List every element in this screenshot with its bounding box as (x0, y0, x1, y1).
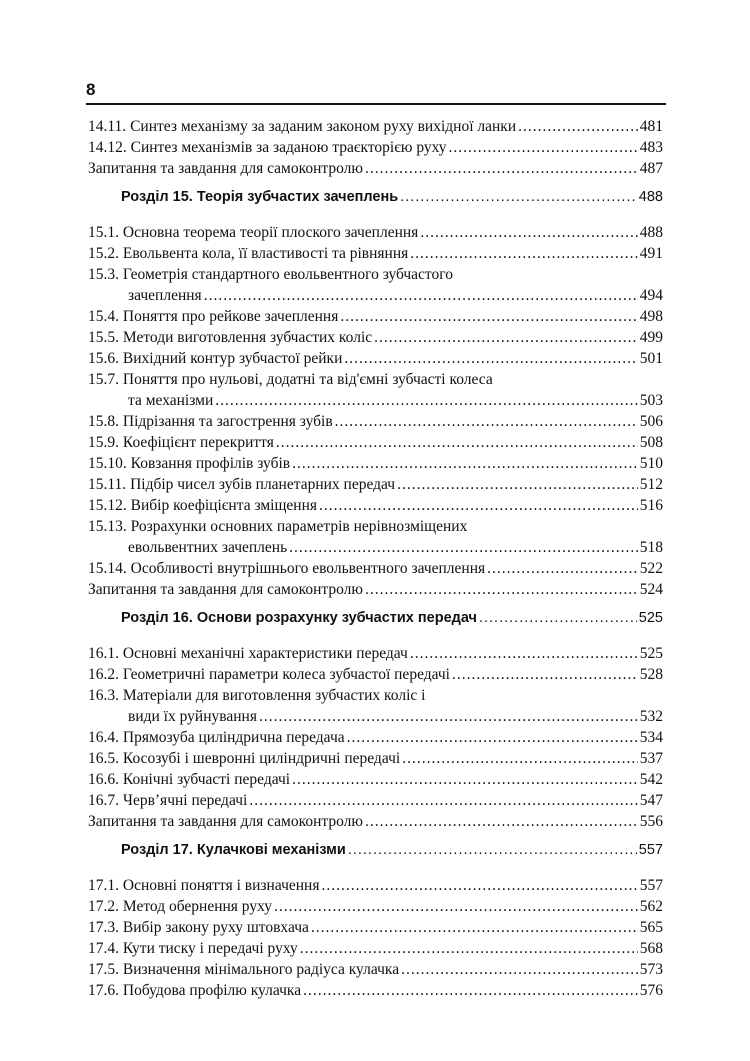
toc-entry (88, 245, 663, 266)
toc-entry (88, 308, 663, 329)
page-ref: 525 (639, 645, 663, 662)
section-number: 15.5. (88, 329, 119, 346)
page-ref: 518 (639, 539, 663, 556)
page-ref: 573 (639, 961, 663, 978)
toc-entry (88, 329, 663, 350)
toc-entry (88, 413, 663, 434)
page-ref: 557 (638, 842, 663, 858)
section-title: Основні механічні характеристики передач (122, 645, 408, 662)
page-ref: 576 (639, 982, 663, 999)
entry-title (88, 581, 363, 599)
entry-title (88, 118, 516, 136)
section-title: Методи виготовлення зубчастих коліс (122, 329, 373, 346)
entry-title (88, 476, 395, 494)
toc-entry (88, 476, 663, 497)
section-number: 16.5. (88, 750, 119, 767)
entry-title (88, 329, 372, 347)
section-title: Прямозуба циліндрична передача (122, 729, 345, 746)
section-title: Синтез механізму за заданим законом руху вихідної ланки (130, 118, 517, 135)
entry-title (88, 455, 290, 473)
section-number: 15.14. (88, 560, 127, 577)
entry-title (88, 245, 408, 263)
section-title: Геометричні параметри колеса зубчастої передачі (122, 666, 450, 683)
chapter-title (121, 842, 346, 858)
dot-leader (276, 434, 638, 452)
section-number: 14.12. (88, 139, 127, 156)
dot-leader (365, 581, 638, 599)
page-ref: 503 (639, 392, 663, 409)
page-ref: 510 (639, 455, 663, 472)
page-ref: 499 (639, 329, 663, 346)
page-ref: 498 (639, 308, 663, 325)
section-number: 17.6. (88, 982, 119, 999)
chapter-name: Кулачкові механізми (196, 842, 346, 858)
section-title: Запитання та завдання для самоконтролю (88, 160, 363, 177)
section-title: Поняття про рейкове зачеплення (122, 308, 339, 325)
section-number: 16.4. (88, 729, 119, 746)
chapter-name: Основи розрахунку зубчастих передач (196, 610, 477, 626)
dot-leader (410, 245, 637, 263)
section-title: Ковзання профілів зубів (130, 455, 291, 472)
section-number: 15.12. (88, 497, 127, 514)
dot-leader (303, 982, 638, 1000)
section-title-continued: та механізми (128, 392, 214, 409)
chapter-label: Розділ 15. (121, 189, 193, 205)
dot-leader (347, 729, 638, 747)
section-title: Підрізання та загострення зубів (122, 413, 333, 430)
page-ref: 501 (639, 350, 663, 367)
chapter-label: Розділ 17. (121, 842, 193, 858)
page-ref: 532 (639, 708, 663, 725)
entry-title (88, 266, 453, 284)
section-title: Запитання та завдання для самоконтролю (88, 813, 363, 830)
section-title: Евольвента кола, її властивості та рівняння (122, 245, 409, 262)
page-ref: 557 (639, 877, 663, 894)
section-title: Особливості внутрішнього евольвентного зачеплення (130, 560, 486, 577)
page-ref: 537 (639, 750, 663, 767)
page-ref: 488 (638, 189, 663, 205)
section-number: 15.11. (88, 476, 127, 493)
page-ref: 568 (639, 940, 663, 957)
toc-entry (88, 729, 663, 750)
section-number: 16.7. (88, 792, 119, 809)
toc-entry (88, 560, 663, 581)
section-number: 15.1. (88, 224, 119, 241)
section-title: Матеріали для виготовлення зубчастих коліс і (122, 687, 426, 704)
entry-title (88, 750, 400, 768)
toc-entry-continuation (88, 392, 663, 413)
toc-entry (88, 266, 663, 287)
dot-leader (518, 118, 638, 136)
dot-leader (335, 413, 638, 431)
section-title: Запитання та завдання для самоконтролю (88, 581, 363, 598)
page-ref: 508 (639, 434, 663, 451)
dot-leader (348, 842, 637, 858)
section-title: Основна теорема теорії плоского зачеплення (122, 224, 419, 241)
section-number: 15.3. (88, 266, 119, 283)
toc-entry (88, 518, 663, 539)
section-title: Вибір коефіцієнта зміщення (130, 497, 317, 514)
toc-entry (88, 350, 663, 371)
section-title-continued: види їх руйнування (128, 708, 257, 725)
dot-leader (479, 610, 637, 626)
entry-title (88, 518, 467, 536)
page-ref: 512 (639, 476, 663, 493)
section-title: Поняття про нульові, додатні та від'ємні зубчасті колеса (122, 371, 493, 388)
entry-title (88, 687, 425, 705)
section-number: 15.13. (88, 518, 127, 535)
section-title: Побудова профілю кулачка (122, 982, 302, 999)
page-ref: 528 (639, 666, 663, 683)
toc-entry (88, 160, 663, 181)
toc-entry (88, 961, 663, 982)
entry-title (88, 413, 333, 431)
dot-leader (402, 750, 638, 768)
dot-leader (289, 539, 638, 557)
chapter-title (121, 610, 477, 626)
section-number: 17.2. (88, 898, 119, 915)
entry-title (88, 139, 447, 157)
section-number: 16.3. (88, 687, 119, 704)
dot-leader (321, 877, 637, 895)
toc-entry (88, 666, 663, 687)
page-ref: 547 (639, 792, 663, 809)
section-title-continued: зачеплення (128, 287, 202, 304)
toc-entry (88, 982, 663, 1003)
entry-title (88, 919, 309, 937)
dot-leader (274, 898, 638, 916)
toc-entry (88, 118, 663, 139)
entry-title (88, 877, 319, 895)
toc-entry (88, 687, 663, 708)
dot-leader (340, 308, 637, 326)
section-number: 16.1. (88, 645, 119, 662)
entry-title (88, 645, 408, 663)
toc-entry-continuation (88, 287, 663, 308)
entry-title (88, 771, 290, 789)
section-title: Основні поняття і визначення (122, 877, 320, 894)
page-ref: 525 (638, 610, 663, 626)
page-ref: 542 (639, 771, 663, 788)
toc-chapter-heading (88, 189, 663, 210)
entry-title (88, 961, 399, 979)
dot-leader (292, 455, 638, 473)
dot-leader (204, 287, 638, 305)
toc-entry (88, 497, 663, 518)
toc-entry (88, 792, 663, 813)
toc-chapter-heading (88, 842, 663, 863)
dot-leader (319, 497, 638, 515)
dot-leader (397, 476, 638, 494)
entry-title (88, 729, 345, 747)
toc-entry (88, 371, 663, 392)
entry-title (88, 792, 247, 810)
entry-title (88, 497, 317, 515)
header-rule (86, 103, 666, 105)
section-number: 17.1. (88, 877, 119, 894)
section-title: Підбір чисел зубів планетарних передач (130, 476, 396, 493)
dot-leader (420, 224, 637, 242)
toc-entry (88, 877, 663, 898)
section-number: 15.4. (88, 308, 119, 325)
toc-entry-continuation (88, 708, 663, 729)
entry-title (88, 434, 274, 452)
entry-title (88, 813, 363, 831)
section-title: Конічні зубчасті передачі (122, 771, 291, 788)
section-number: 15.8. (88, 413, 119, 430)
section-title: Визначення мінімального радіуса кулачка (122, 961, 400, 978)
dot-leader (449, 139, 638, 157)
toc-entry (88, 771, 663, 792)
dot-leader (259, 708, 638, 726)
page-number: 8 (86, 80, 96, 99)
page-ref: 494 (639, 287, 663, 304)
section-number: 15.7. (88, 371, 119, 388)
dot-leader (410, 645, 638, 663)
entry-title (88, 666, 450, 684)
toc-entry (88, 581, 663, 602)
section-title: Метод обернення руху (122, 898, 273, 915)
chapter-label: Розділ 16. (121, 610, 193, 626)
dot-leader (452, 666, 638, 684)
section-number: 16.6. (88, 771, 119, 788)
entry-title (88, 371, 493, 389)
page-ref: 488 (639, 224, 663, 241)
dot-leader (215, 392, 638, 410)
entry-title (88, 160, 363, 178)
toc-entry (88, 813, 663, 834)
dot-leader (365, 813, 638, 831)
dot-leader (344, 350, 637, 368)
section-number: 15.6. (88, 350, 119, 367)
table-of-contents (88, 118, 663, 1003)
chapter-name: Теорія зубчастих зачеплень (196, 189, 399, 205)
dot-leader (300, 940, 638, 958)
entry-title (88, 560, 485, 578)
page-ref: 556 (639, 813, 663, 830)
section-title: Розрахунки основних параметрів нерівнозміщених (130, 518, 468, 535)
toc-entry (88, 455, 663, 476)
section-number: 14.11. (88, 118, 127, 135)
entry-title (88, 350, 342, 368)
page-ref: 487 (639, 160, 663, 177)
page-ref: 516 (639, 497, 663, 514)
dot-leader (374, 329, 638, 347)
dot-leader (311, 919, 638, 937)
section-number: 17.5. (88, 961, 119, 978)
toc-entry (88, 898, 663, 919)
toc-entry-continuation (88, 539, 663, 560)
toc-entry (88, 645, 663, 666)
entry-title (88, 308, 338, 326)
dot-leader (487, 560, 638, 578)
dot-leader (249, 792, 637, 810)
page-ref: 506 (639, 413, 663, 430)
section-title: Вибір закону руху штовхача (122, 919, 309, 936)
dot-leader (400, 189, 637, 205)
section-number: 15.9. (88, 434, 119, 451)
section-number: 17.4. (88, 940, 119, 957)
section-title: Коефіцієнт перекриття (122, 434, 274, 451)
page-ref: 522 (639, 560, 663, 577)
dot-leader (365, 160, 638, 178)
section-number: 15.10. (88, 455, 127, 472)
toc-entry (88, 750, 663, 771)
section-title-continued: евольвентних зачеплень (128, 539, 288, 556)
section-number: 15.2. (88, 245, 119, 262)
page-ref: 562 (639, 898, 663, 915)
entry-title (88, 940, 298, 958)
section-title: Вихідний контур зубчастої рейки (122, 350, 343, 367)
toc-entry (88, 224, 663, 245)
dot-leader (292, 771, 638, 789)
toc-entry (88, 919, 663, 940)
page-ref: 565 (639, 919, 663, 936)
page-ref: 481 (639, 118, 663, 135)
dot-leader (401, 961, 638, 979)
entry-title (88, 224, 418, 242)
page-ref: 524 (639, 581, 663, 598)
toc-entry (88, 940, 663, 961)
section-number: 16.2. (88, 666, 119, 683)
section-title: Черв’ячні передачі (122, 792, 248, 809)
section-title: Косозубі і шевронні циліндричні передачі (122, 750, 401, 767)
entry-title (88, 982, 301, 1000)
entry-title (88, 898, 272, 916)
toc-chapter-heading (88, 610, 663, 631)
section-title: Геометрія стандартного евольвентного зубчастого (122, 266, 453, 283)
section-title: Кути тиску і передачі руху (122, 940, 298, 957)
page-ref: 491 (639, 245, 663, 262)
section-number: 17.3. (88, 919, 119, 936)
page-ref: 483 (639, 139, 663, 156)
toc-entry (88, 434, 663, 455)
chapter-title (121, 189, 398, 205)
toc-entry (88, 139, 663, 160)
page-ref: 534 (639, 729, 663, 746)
section-title: Синтез механізмів за заданою траєкторією руху (130, 139, 447, 156)
